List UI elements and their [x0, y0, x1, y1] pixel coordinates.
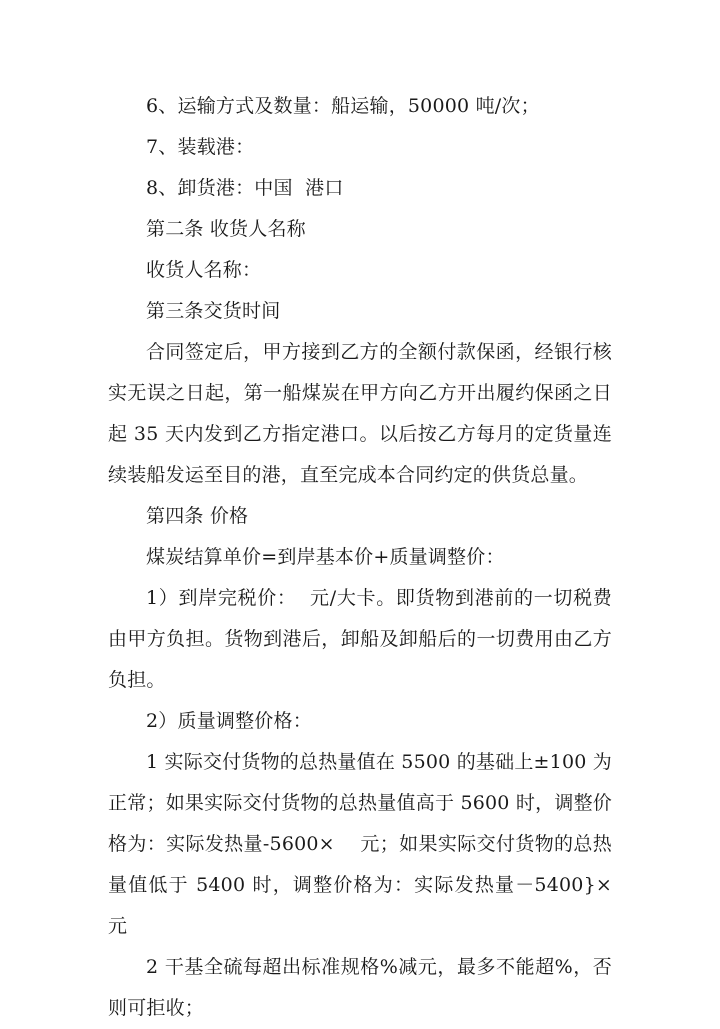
paragraph-transport-method: 6、运输方式及数量：船运输，50000 吨/次；	[146, 95, 540, 117]
paragraph-price-formula: 煤炭结算单价=到岸基本价+质量调整价：	[146, 546, 505, 568]
heading-article-3: 第三条交货时间	[146, 300, 281, 322]
paragraph-delivery-time: 合同签定后，甲方接到乙方的全额付款保函，经银行核实无误之日起，第一船煤炭在甲方向乙方开出履约保函之日起 35 天内发到乙方指定港口。以后按乙方每月的定货量连续装船发运至目的港，直至完成本合同约定的供货总量。	[108, 341, 612, 486]
document-body	[108, 86, 637, 1029]
heading-article-2: 第二条 收货人名称	[146, 218, 306, 240]
paragraph-unloading-port: 8、卸货港：中国 港口	[146, 177, 344, 199]
paragraph-sulfur-content: 2 干基全硫每超出标准规格%减元，最多不能超%，否则可拒收；	[108, 956, 612, 1019]
paragraph-quality-adjustment: 2）质量调整价格：	[146, 710, 312, 732]
paragraph-cif-price: 1）到岸完税价： 元/大卡。即货物到港前的一切税费由甲方负担。货物到港后，卸船及卸船后的一切费用由乙方负担。	[108, 587, 612, 691]
paragraph-loading-port: 7、装载港：	[146, 136, 255, 158]
paragraph-calorific-value: 1 实际交付货物的总热量值在 5500 的基础上±100 为正常；如果实际交付货物的总热量值高于 5600 时，调整价格为：实际发热量-5600× 元；如果实际交付货物的总热量值低于 5400 时，调整价格为：实际发热量－5400}× 元	[108, 751, 637, 937]
heading-article-4: 第四条 价格	[146, 505, 249, 527]
paragraph-consignee-name: 收货人名称：	[146, 259, 262, 281]
